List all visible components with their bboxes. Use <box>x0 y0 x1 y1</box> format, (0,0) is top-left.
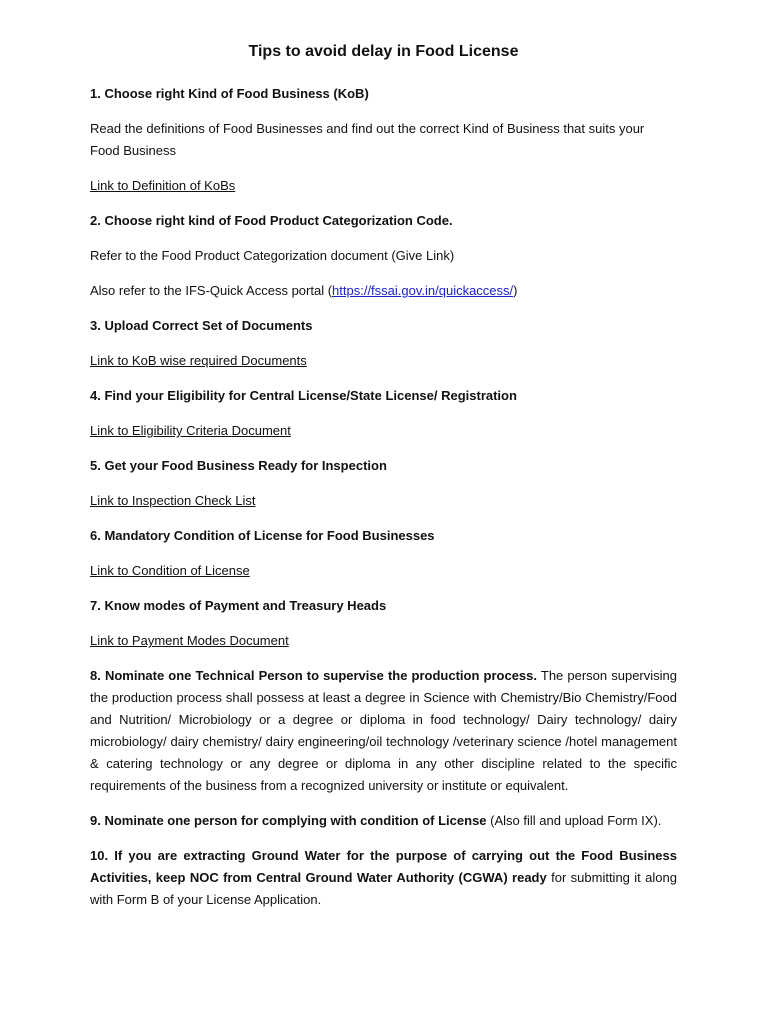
section-1-text: Read the definitions of Food Businesses and find out the correct Kind of Business that suits your Food Business <box>90 121 645 158</box>
section-1-link-line <box>90 175 677 197</box>
section-10-bold: . If you are extracting Ground Water for the purpose of carrying out the Food Business Activities, keep NOC from Central Ground Water Authority (CGWA) ready <box>90 848 677 885</box>
link-definition-of-kobs[interactable]: Link to Definition of KoBs <box>90 178 236 193</box>
link-kob-required-documents[interactable]: Link to KoB wise required Documents <box>90 353 307 368</box>
section-3-heading: 3. Upload Correct Set of Documents <box>90 318 313 333</box>
section-10-number: 10 <box>90 848 105 863</box>
section-9-bold: 9. Nominate one person for complying with condition of License <box>90 813 487 828</box>
section-5-heading: 5. Get your Food Business Ready for Inspection <box>90 458 387 473</box>
link-condition-of-license[interactable]: Link to Condition of License <box>90 563 250 578</box>
section-9-paragraph <box>90 810 677 832</box>
also-refer-suffix: ) <box>513 283 518 298</box>
section-2-heading: 2. Choose right kind of Food Product Categorization Code. <box>90 213 453 228</box>
section-6-heading: 6. Mandatory Condition of License for Food Businesses <box>90 528 435 543</box>
link-inspection-check-list[interactable]: Link to Inspection Check List <box>90 493 256 508</box>
section-9-text: (Also fill and upload Form IX). <box>486 813 662 828</box>
section-7-link-line <box>90 630 677 652</box>
section-2-also-refer <box>90 280 677 302</box>
link-eligibility-criteria[interactable]: Link to Eligibility Criteria Document <box>90 423 291 438</box>
document-page <box>90 40 677 924</box>
section-10-text: for submitting it along with Form B of your License Application. <box>90 870 677 907</box>
link-payment-modes[interactable]: Link to Payment Modes Document <box>90 633 289 648</box>
section-1-heading: 1. Choose right Kind of Food Business (KoB) <box>90 86 369 101</box>
section-8-text: The person supervising the production process shall possess at least a degree in Science with Chemistry/Bio Chemistry/Food and Nutrition/ Microbiology or a degree or diploma in food technology/ Dairy technology/ dairy microbiology/ dairy chemistry/ dairy engineering/oil technology /veterinary science /hotel management & catering technology or any degree or diploma in any other discipline related to the specific requirements of the business from a recognized university or institute or equivalent. <box>90 668 677 793</box>
also-refer-prefix: Also refer to the IFS-Quick Access portal ( <box>90 283 333 298</box>
section-4-link-line <box>90 420 677 442</box>
section-8-paragraph <box>90 665 677 797</box>
section-7-heading: 7. Know modes of Payment and Treasury Heads <box>90 598 387 613</box>
section-2-text: Refer to the Food Product Categorization document (Give Link) <box>90 248 455 263</box>
document-title: Tips to avoid delay in Food License <box>248 43 519 60</box>
quickaccess-url-link[interactable]: https://fssai.gov.in/quickaccess/ <box>332 283 514 298</box>
section-5-link-line <box>90 490 677 512</box>
section-4-heading: 4. Find your Eligibility for Central License/State License/ Registration <box>90 388 517 403</box>
section-8-bold: 8. Nominate one Technical Person to supervise the production process. <box>90 668 538 683</box>
section-3-link-line <box>90 350 677 372</box>
section-10-paragraph <box>90 845 677 911</box>
section-6-link-line <box>90 560 677 582</box>
